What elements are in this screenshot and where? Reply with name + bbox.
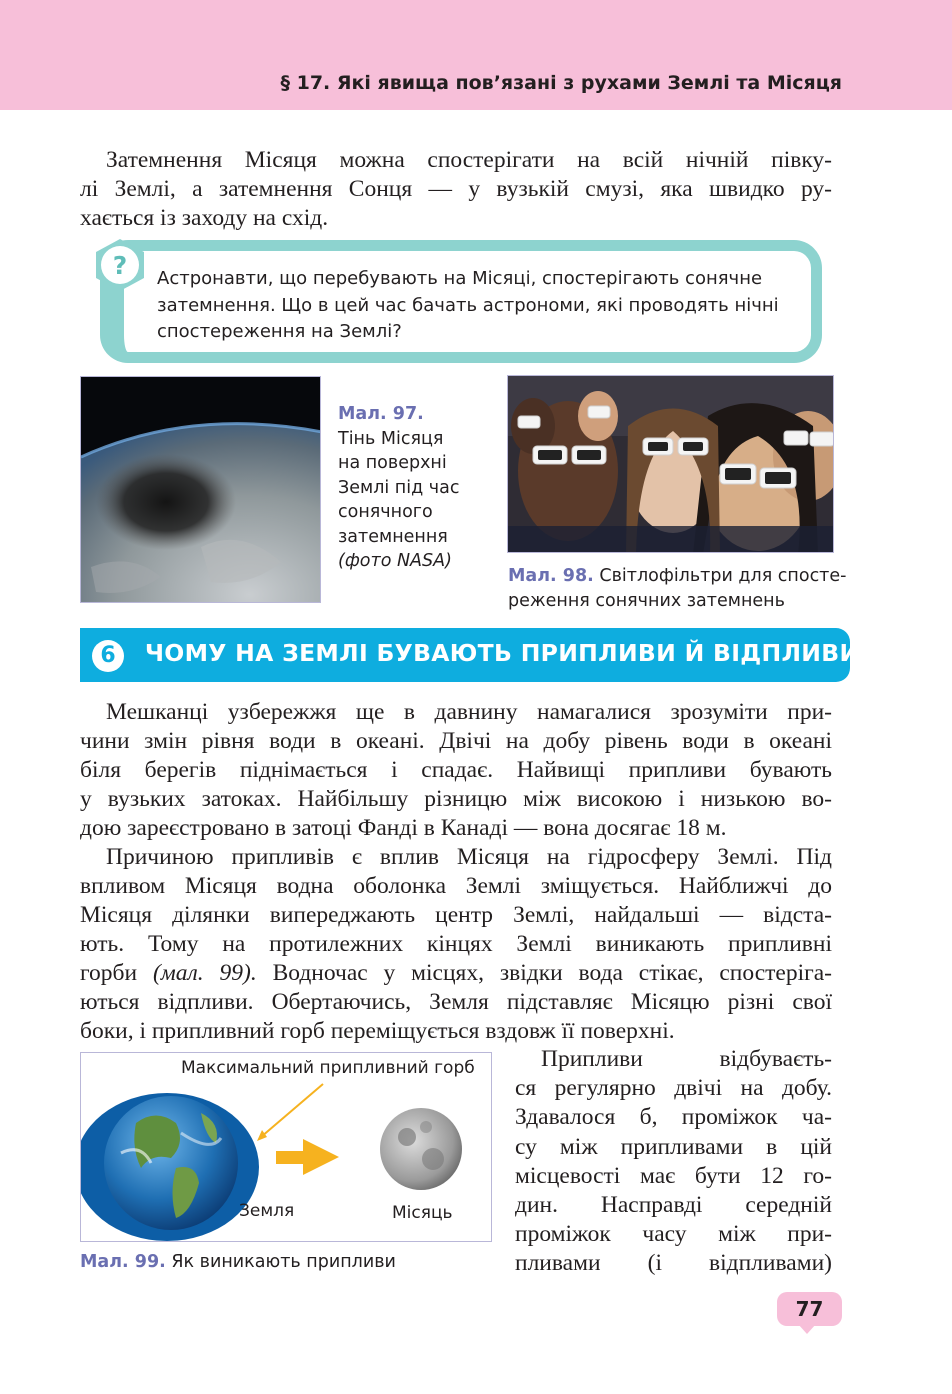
text-line: пливами (і відпливами) bbox=[515, 1250, 832, 1277]
earth-label: Земля bbox=[239, 1201, 295, 1221]
tides-paragraph-3 bbox=[515, 1045, 832, 1279]
intro-paragraph bbox=[80, 146, 832, 233]
caption-line: на поверхні bbox=[338, 453, 447, 473]
text-line bbox=[80, 959, 832, 988]
text-line: Затемнення Місяця можна спостерігати на всій нічній півку- bbox=[106, 147, 832, 173]
figure-reference: (мал. 99). bbox=[152, 960, 257, 986]
caption-line: Тінь Місяця bbox=[338, 428, 444, 449]
caption-line: Світлофільтри для спосте- bbox=[599, 566, 847, 586]
text-line: Астронавти, що перебувають на Місяці, спостерігають сонячне bbox=[157, 268, 763, 289]
tides-paragraph-1 bbox=[80, 698, 832, 843]
text-line: спостереження на Землі? bbox=[157, 321, 402, 342]
question-icon bbox=[90, 237, 150, 293]
text-line: ються відпливи. Обертаючись, Земля підставляє Місяцю різні свої bbox=[80, 989, 832, 1015]
section-title: ЧОМУ НА ЗЕМЛІ БУВАЮТЬ ПРИПЛИВИ Й ВІДПЛИВИ bbox=[145, 639, 860, 667]
text-line: Причиною припливів є вплив Місяця на гідросферу Землі. Під bbox=[106, 844, 832, 870]
text-line: затемнення. Що в цей час бачать астрономи, які проводять нічні bbox=[157, 294, 779, 316]
caption-line: Землі під час bbox=[338, 477, 460, 498]
text-line: лі Землі, а затемнення Сонця — у вузькій смузі, яка швидко ру- bbox=[80, 176, 832, 202]
text-fragment: горби bbox=[80, 960, 138, 986]
caption-line: сонячного bbox=[338, 502, 433, 522]
text-line: хається із заходу на схід. bbox=[80, 205, 329, 231]
figure-number: Мал. 99. bbox=[80, 1252, 166, 1272]
moon-label: Місяць bbox=[392, 1203, 453, 1223]
fig98-caption bbox=[508, 564, 846, 613]
text-line: дин. Насправді середній bbox=[515, 1192, 832, 1219]
photo-source: (фото NASA) bbox=[338, 551, 452, 571]
figure-number: Мал. 98. bbox=[508, 566, 594, 586]
caption-line: Як виникають припливи bbox=[171, 1252, 396, 1272]
eclipse-glasses-photo bbox=[507, 375, 834, 553]
text-line: су між припливами в цій bbox=[515, 1133, 832, 1160]
text-line: чини змін рівня води в океані. Двічі на добу рівень води в океані bbox=[80, 728, 832, 754]
figure-number: Мал. 97. bbox=[338, 404, 424, 424]
fig97-caption bbox=[338, 402, 459, 574]
caption-line: реження сонячних затемнень bbox=[508, 590, 785, 611]
text-line: проміжок часу між при- bbox=[515, 1221, 832, 1248]
page-number: 77 bbox=[777, 1292, 842, 1326]
max-tide-label: Максимальний припливний горб bbox=[181, 1058, 475, 1078]
section-number: 6 bbox=[92, 640, 124, 672]
text-line: впливом Місяця водна оболонка Землі зміщується. Найближчі до bbox=[80, 873, 832, 899]
chapter-title: § 17. Які явища пов’язані з рухами Землі та Місяця bbox=[280, 72, 842, 94]
text-line: боки, і припливний горб переміщується вздовж її поверхні. bbox=[80, 1018, 675, 1044]
page-number-tail bbox=[798, 1324, 816, 1334]
text-line: місцевості має бути 12 го- bbox=[515, 1162, 832, 1189]
text-line: дою зареєстровано в затоці Фанді в Канаді — вона досягає 18 м. bbox=[80, 815, 727, 841]
text-line: Припливи відбуваєть- bbox=[541, 1046, 832, 1072]
question-text bbox=[157, 266, 797, 346]
fig99-caption bbox=[80, 1250, 396, 1275]
text-line: Здавалося б, проміжок ча- bbox=[515, 1104, 832, 1131]
svg-text:?: ? bbox=[112, 251, 128, 280]
tides-diagram bbox=[80, 1052, 492, 1242]
text-fragment: Водночас у місцях, звідки вода стікає, спостеріга- bbox=[272, 960, 832, 986]
text-line: Місяця ділянки випереджають центр Землі, найдальші — відста- bbox=[80, 902, 832, 928]
text-line: ся регулярно двічі на добу. bbox=[515, 1075, 832, 1102]
caption-line: затемнення bbox=[338, 526, 448, 547]
text-line: біля берегів піднімається і спадає. Найвищі припливи бувають bbox=[80, 757, 832, 783]
tides-paragraph-2 bbox=[80, 843, 832, 1046]
text-line: Мешканці узбережжя ще в давнину намагалися зрозуміти при- bbox=[106, 699, 832, 725]
moon-shadow-photo bbox=[80, 376, 321, 603]
text-line: у вузьких затоках. Найбільшу різницю між високою і низькою во- bbox=[80, 786, 832, 812]
text-line: ють. Тому на протилежних кінцях Землі виникають припливні bbox=[80, 931, 832, 957]
